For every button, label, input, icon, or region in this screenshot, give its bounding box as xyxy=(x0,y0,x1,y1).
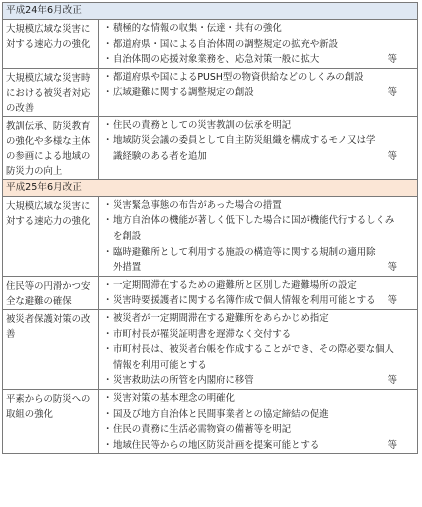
list-item xyxy=(102,198,413,214)
bullet-mark: ・ xyxy=(103,87,113,99)
measure-list xyxy=(99,20,417,68)
etc-mark: 等 xyxy=(387,439,397,451)
measure-list xyxy=(99,117,417,179)
table-row xyxy=(3,197,417,277)
measure-text: 国及び地方自治体と民間事業者との協定締結の促進 xyxy=(113,408,329,420)
measure-list xyxy=(99,197,417,276)
table-row xyxy=(3,310,417,390)
bullet-mark: ・ xyxy=(103,295,113,307)
measure-text: 都道府県や国によるPUSH型の物資供給などのしくみの創設 xyxy=(113,71,364,83)
list-item xyxy=(102,278,413,294)
measure-list xyxy=(99,390,417,453)
bullet-mark: ・ xyxy=(103,392,113,404)
list-item xyxy=(102,37,413,53)
measure-list xyxy=(99,69,417,116)
measure-text: 市町村長が罹災証明書を遅滞なく交付する xyxy=(113,328,292,340)
list-item xyxy=(102,407,413,423)
list-item xyxy=(102,311,413,327)
section-header: 平成25年6月改正 xyxy=(3,180,417,197)
bullet-mark: ・ xyxy=(103,38,113,50)
list-item xyxy=(102,422,413,438)
bullet-mark: ・ xyxy=(103,135,113,147)
list-item xyxy=(102,391,413,407)
etc-mark: 等 xyxy=(387,295,397,307)
table-row xyxy=(3,390,417,454)
measure-text: 被災者が一定期間滞在する避難所をあらかじめ指定 xyxy=(113,312,329,324)
bullet-mark: ・ xyxy=(103,215,113,227)
etc-mark: 等 xyxy=(387,150,397,162)
bullet-mark: ・ xyxy=(103,312,113,324)
measure-list xyxy=(99,310,417,389)
measure-text: 地域防災会議の委員として自主防災組織を構成するモノ又は学識経験のある者を追加 xyxy=(113,135,376,162)
bullet-mark: ・ xyxy=(103,54,113,66)
bullet-mark: ・ xyxy=(103,246,113,258)
measure-text: 都道府県・国による自治体間の調整規定の拡充や新設 xyxy=(113,38,339,50)
list-item xyxy=(102,52,413,68)
etc-mark: 等 xyxy=(387,375,397,387)
category-label: 被災者保護対策の改善 xyxy=(3,310,99,389)
bullet-mark: ・ xyxy=(103,199,113,211)
bullet-mark: ・ xyxy=(103,375,113,387)
list-item xyxy=(102,245,413,276)
list-item xyxy=(102,70,413,86)
etc-mark: 等 xyxy=(387,87,397,99)
list-item xyxy=(102,342,413,373)
list-item xyxy=(102,21,413,37)
category-label: 平素からの防災への取組の強化 xyxy=(3,390,99,453)
list-item xyxy=(102,373,413,389)
measure-text: 災害救助法の所管を内閣府に移管 xyxy=(113,375,254,387)
measure-list xyxy=(99,277,417,309)
disaster-law-revision-table xyxy=(2,2,418,454)
bullet-mark: ・ xyxy=(103,23,113,34)
category-label: 大規模広域な災害時における被災者対応の改善 xyxy=(3,69,99,116)
measure-text: 住民の責務に生活必需物資の備蓄等を明記 xyxy=(113,424,292,436)
list-item xyxy=(102,327,413,343)
measure-text: 地域住民等からの地区防災計画を提案可能とする xyxy=(113,439,320,451)
bullet-mark: ・ xyxy=(103,71,113,83)
list-item xyxy=(102,213,413,244)
measure-text: 臨時避難所として利用する施設の構造等に関する規制の適用除外措置 xyxy=(113,246,376,274)
list-item xyxy=(102,118,413,134)
list-item xyxy=(102,438,413,454)
bullet-mark: ・ xyxy=(103,328,113,340)
measure-text: 広域避難に関する調整規定の創設 xyxy=(113,87,254,99)
bullet-mark: ・ xyxy=(103,279,113,291)
measure-text: 地方自治体の機能が著しく低下した場合に国が機能代行するしくみを創設 xyxy=(113,215,395,242)
list-item xyxy=(102,293,413,309)
bullet-mark: ・ xyxy=(103,439,113,451)
measure-text: 住民の責務としての災害教訓の伝承を明記 xyxy=(113,119,292,131)
measure-text: 自治体間の応援対象業務を、応急対策一般に拡大 xyxy=(113,54,320,66)
measure-text: 災害時要援護者に関する名簿作成で個人情報を利用可能とする xyxy=(113,295,376,307)
measure-text: 災害緊急事態の布告があった場合の措置 xyxy=(113,199,282,211)
measure-text: 市町村長は、被災者台帳を作成することができ、その際必要な個人情報を利用可能とする xyxy=(113,344,394,371)
bullet-mark: ・ xyxy=(103,424,113,436)
list-item xyxy=(102,133,413,164)
category-label: 教訓伝承、防災教育の強化や多様な主体の参画による地域の防災力の向上 xyxy=(3,117,99,179)
bullet-mark: ・ xyxy=(103,119,113,131)
bullet-mark: ・ xyxy=(103,344,113,356)
etc-mark: 等 xyxy=(387,262,397,274)
measure-text: 一定期間滞在するための避難所と区別した避難場所の設定 xyxy=(113,279,357,291)
bullet-mark: ・ xyxy=(103,408,113,420)
measure-text: 積極的な情報の収集・伝達・共有の強化 xyxy=(113,23,282,34)
list-item xyxy=(102,85,413,101)
table-row xyxy=(3,20,417,69)
table-row xyxy=(3,117,417,180)
etc-mark: 等 xyxy=(387,54,397,66)
table-row xyxy=(3,277,417,310)
section-header: 平成24年6月改正 xyxy=(3,3,417,20)
category-label: 大規模広域な災害に対する速応力の強化 xyxy=(3,20,99,68)
measure-text: 災害対策の基本理念の明確化 xyxy=(113,392,235,404)
category-label: 大規模広域な災害に対する速応力の強化 xyxy=(3,197,99,276)
category-label: 住民等の円滑かつ安全な避難の確保 xyxy=(3,277,99,309)
table-row xyxy=(3,69,417,117)
